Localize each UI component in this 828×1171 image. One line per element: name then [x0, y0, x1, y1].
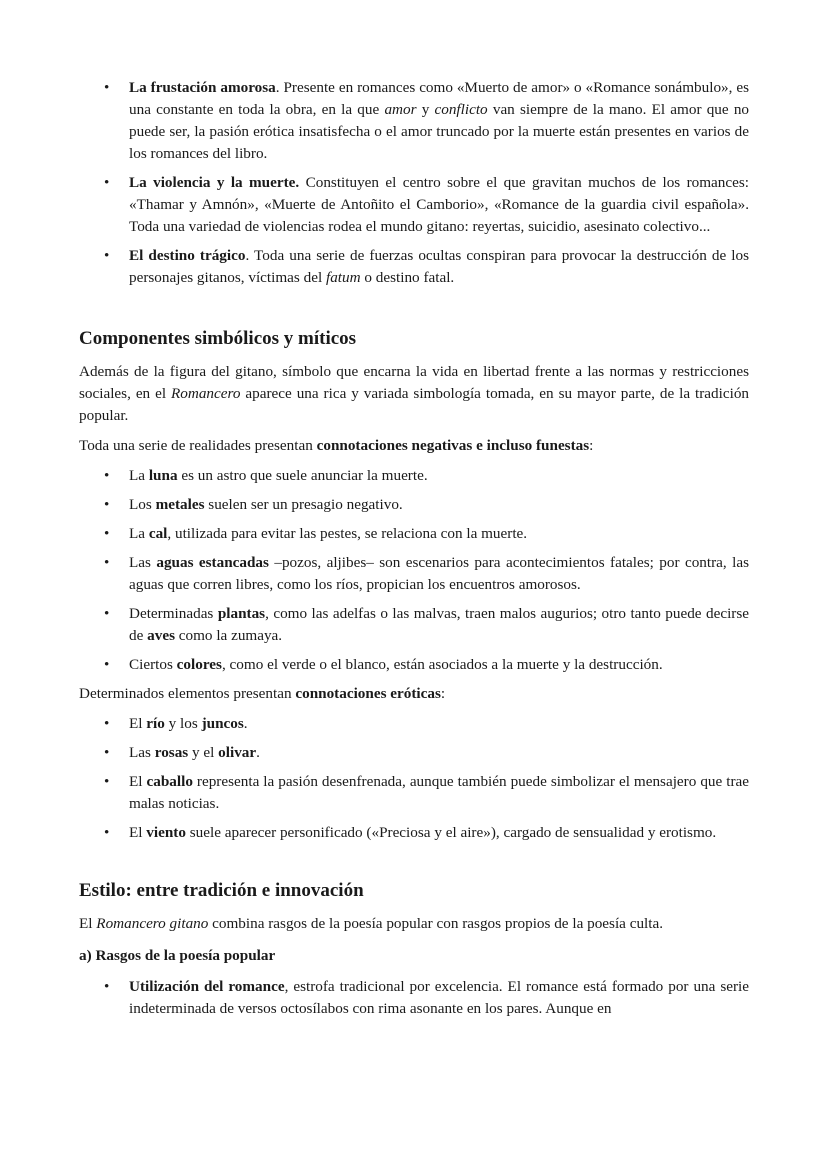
list-item: • La luna es un astro que suele anunciar la muerte.: [0, 465, 828, 487]
popular-traits-list: [0, 976, 828, 1020]
list-item: • La frustación amorosa. Presente en romances como «Muerto de amor» o «Romance sonámbulo», es una constante en toda la obra, en la que amor y conflicto van siempre de la mano. El amor que no puede ser, la pasión erótica insatisfecha o el amor truncado por la muerte están presentes en varios de los romances del libro.: [0, 77, 828, 165]
negative-symbols-list: [0, 465, 828, 676]
symbolic-intro-paragraph: Además de la figura del gitano, símbolo que encarna la vida en libertad frente a las normas y restricciones sociales, en el Romancero aparece una rica y variada simbología tomada, en su mayor parte, de la tradición popular.: [79, 363, 750, 424]
list-item: • Determinadas plantas, como las adelfas o las malvas, traen malos augurios; otro tanto puede decirse de aves como la zumaya.: [0, 603, 828, 647]
list-item: • Ciertos colores, como el verde o el blanco, están asociados a la muerte y la destrucción.: [0, 654, 828, 676]
erotic-symbols-list: [0, 713, 828, 844]
style-intro-paragraph: El Romancero gitano combina rasgos de la poesía popular con rasgos propios de la poesía culta.: [79, 915, 664, 932]
section-heading-symbolic: Componentes simbólicos y míticos: [79, 328, 357, 349]
list-item: • El caballo representa la pasión desenfrenada, aunque también puede simbolizar el mensajero que trae malas noticias.: [0, 771, 828, 815]
section-heading-style: Estilo: entre tradición e innovación: [79, 880, 364, 901]
list-item: • La violencia y la muerte. Constituyen el centro sobre el que gravitan muchos de los romances: «Thamar y Amnón», «Muerte de Antoñito el Camborio», «Romance de la guardia civil española». Toda una variedad de violencias rodea el mundo gitano: reyertas, suicidio, asesinato colectivo...: [0, 172, 828, 238]
negative-connotations-intro: Toda una serie de realidades presentan connotaciones negativas e incluso funestas:: [79, 437, 594, 454]
list-item: • La cal, utilizada para evitar las pestes, se relaciona con la muerte.: [0, 523, 828, 545]
list-item: • Las aguas estancadas –pozos, aljibes– son escenarios para acontecimientos fatales; por contra, las aguas que corren libres, como los ríos, propician los encuentros amorosos.: [0, 552, 828, 596]
list-item: • Los metales suelen ser un presagio negativo.: [0, 494, 828, 516]
list-item: • El río y los juncos.: [0, 713, 828, 735]
list-item: • Utilización del romance, estrofa tradicional por excelencia. El romance está formado por una serie indeterminada de versos octosílabos con rima asonante en los pares. Aunque en: [0, 976, 828, 1020]
subsection-heading-popular: a) Rasgos de la poesía popular: [79, 947, 276, 964]
list-item: • Las rosas y el olivar.: [0, 742, 828, 764]
list-item: • El destino trágico. Toda una serie de fuerzas ocultas conspiran para provocar la destrucción de los personajes gitanos, víctimas del fatum o destino fatal.: [0, 245, 828, 289]
list-item: • El viento suele aparecer personificado («Preciosa y el aire»), cargado de sensualidad y erotismo.: [0, 822, 828, 844]
themes-bullet-list: [0, 77, 828, 289]
erotic-connotations-intro: Determinados elementos presentan connotaciones eróticas:: [79, 685, 446, 702]
